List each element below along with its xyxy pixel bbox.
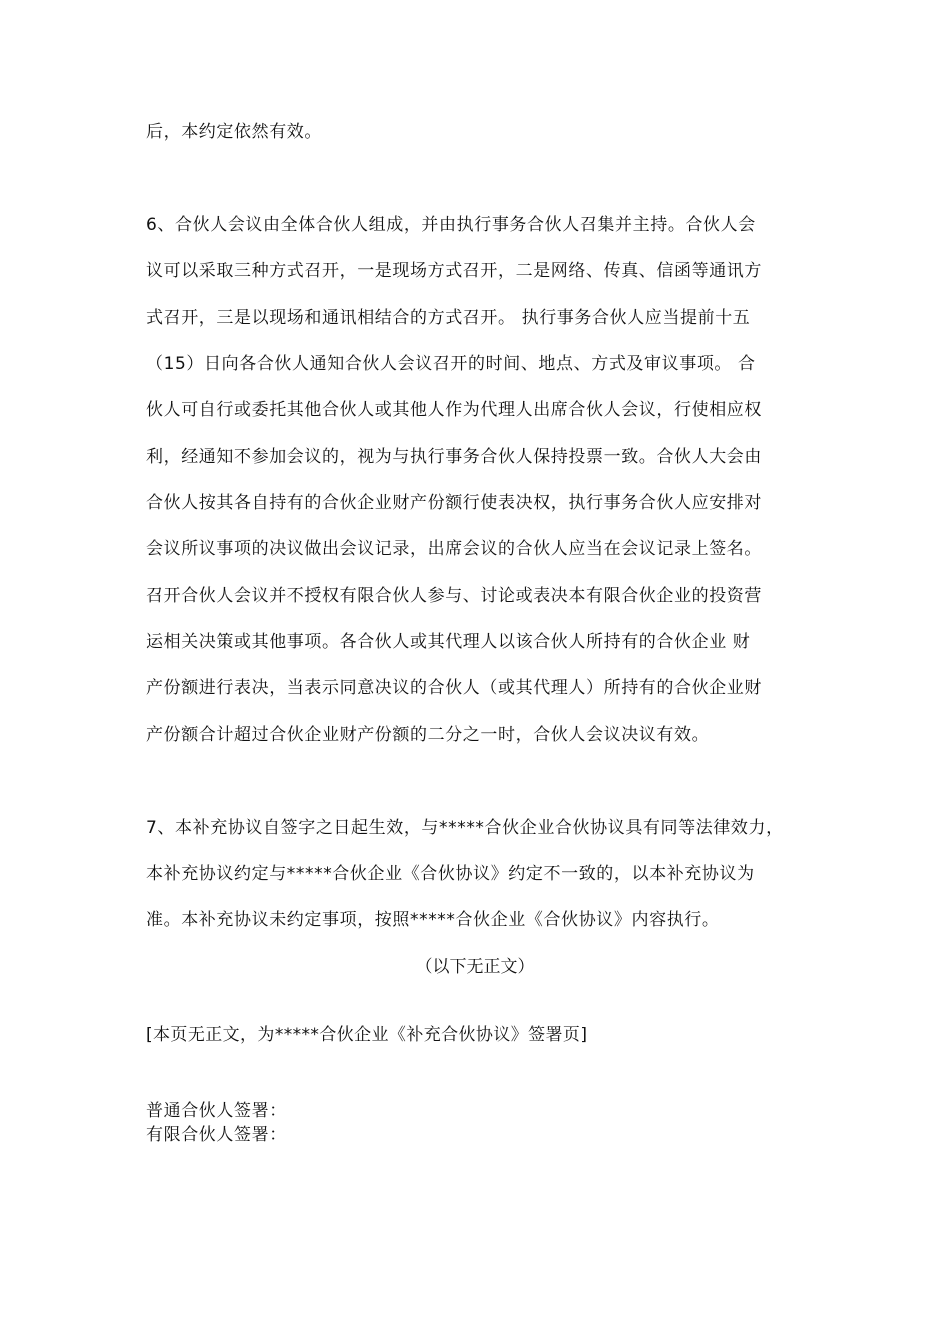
clause-6-line: 产份额合计超过合伙企业财产份额的二分之一时，合伙人会议决议有效。	[146, 725, 710, 745]
clause-6-line: 议可以采取三种方式召开，一是现场方式召开，二是网络、传真、信函等通讯方	[146, 261, 762, 281]
general-partner-signature-label: 普通合伙人签署：	[146, 1101, 287, 1121]
end-of-text-mark: （以下无正文）	[415, 957, 535, 977]
signature-page-note: [本页无正文，为*****合伙企业《补充合伙协议》签署页]	[146, 1025, 588, 1045]
clause-6-line: 产份额进行表决，当表示同意决议的合伙人（或其代理人）所持有的合伙企业财	[146, 678, 762, 698]
clause-6-line: 6、合伙人会议由全体合伙人组成，并由执行事务合伙人召集并主持。合伙人会	[146, 215, 756, 235]
lead-line: 后，本约定依然有效。	[146, 122, 322, 142]
clause-7-line: 准。本补充协议未约定事项，按照*****合伙企业《合伙协议》内容执行。	[146, 910, 720, 930]
limited-partner-signature-label: 有限合伙人签署：	[146, 1125, 287, 1145]
clause-6-line: 利，经通知不参加会议的，视为与执行事务合伙人保持投票一致。合伙人大会由	[146, 447, 762, 467]
clause-6-line: 运相关决策或其他事项。各合伙人或其代理人以该合伙人所持有的合伙企业 财	[146, 632, 751, 652]
clause-6-line: 会议所议事项的决议做出会议记录，出席会议的合伙人应当在会议记录上签名。	[146, 539, 762, 559]
clause-7-line: 7、本补充协议自签字之日起生效，与*****合伙企业合伙协议具有同等法律效力，	[146, 818, 784, 838]
clause-6-line: 伙人可自行或委托其他合伙人或其他人作为代理人出席合伙人会议，行使相应权	[146, 400, 762, 420]
clause-6-line: 合伙人按其各自持有的合伙企业财产份额行使表决权，执行事务合伙人应安排对	[146, 493, 762, 513]
clause-6-line: （15）日向各合伙人通知合伙人会议召开的时间、地点、方式及审议事项。 合	[146, 354, 756, 374]
clause-6-line: 召开合伙人会议并不授权有限合伙人参与、讨论或表决本有限合伙企业的投资营	[146, 586, 762, 606]
clause-6-line: 式召开，三是以现场和通讯相结合的方式召开。 执行事务合伙人应当提前十五	[146, 308, 751, 328]
clause-7-line: 本补充协议约定与*****合伙企业《合伙协议》约定不一致的，以本补充协议为	[146, 864, 755, 884]
